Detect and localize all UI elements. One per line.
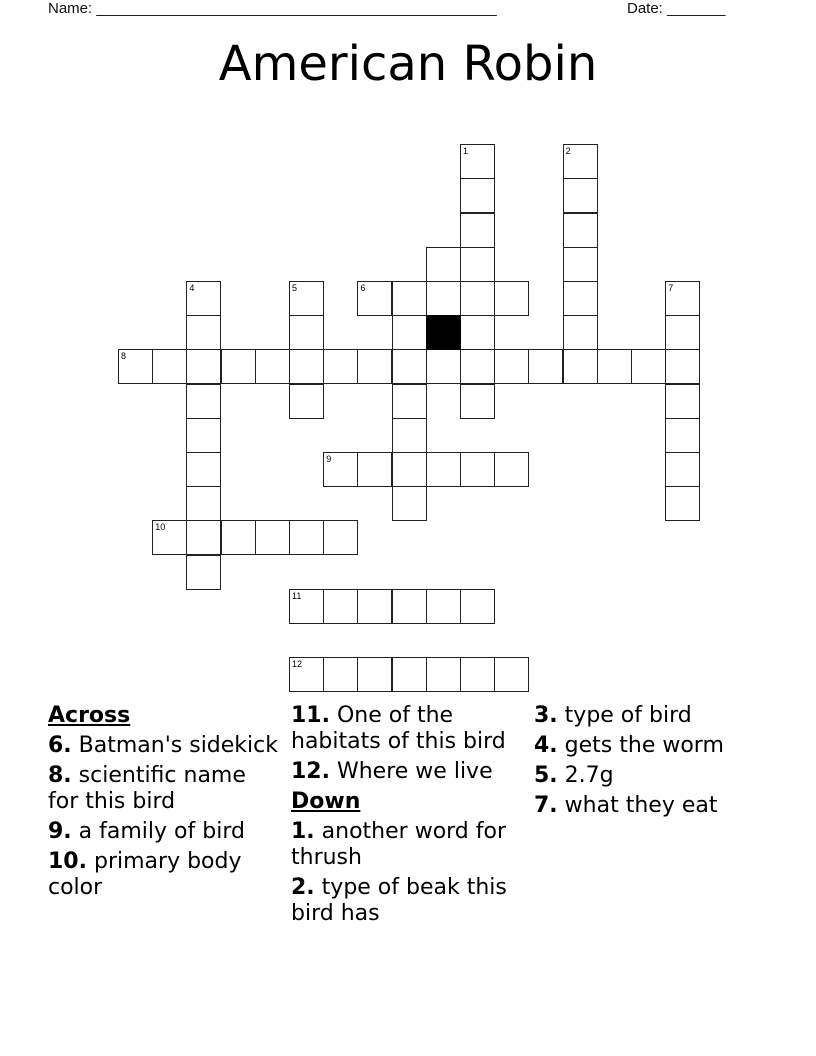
grid-cell[interactable] — [665, 452, 700, 487]
grid-cell[interactable] — [221, 349, 256, 384]
grid-cell[interactable] — [186, 486, 221, 521]
grid-cell[interactable] — [597, 349, 632, 384]
clue-down-3: 3. type of bird — [534, 703, 692, 728]
name-field-label: Name: ________________________________________________ — [48, 0, 497, 17]
grid-cell[interactable] — [289, 589, 324, 624]
grid-cell[interactable] — [426, 589, 461, 624]
clue-across-11: 11. One of the habitats of this bird — [291, 703, 506, 754]
grid-cell[interactable] — [460, 589, 495, 624]
grid-cell[interactable] — [323, 349, 358, 384]
grid-cell[interactable] — [426, 281, 461, 316]
clues-column-3 — [534, 703, 774, 823]
clue-number: 9 — [326, 454, 332, 464]
grid-cell[interactable] — [460, 315, 495, 350]
grid-cell[interactable] — [392, 657, 427, 692]
clue-down-7: 7. what they eat — [534, 793, 718, 818]
grid-cell[interactable] — [323, 589, 358, 624]
clue-down-2: 2. type of beak this bird has — [291, 875, 507, 926]
grid-cell[interactable] — [494, 452, 529, 487]
clue-across-12: 12. Where we live — [291, 759, 493, 784]
grid-cell[interactable] — [221, 520, 256, 555]
grid-cell[interactable] — [392, 486, 427, 521]
grid-cell[interactable] — [563, 247, 598, 282]
puzzle-title: American Robin — [218, 36, 598, 92]
grid-cell[interactable] — [186, 281, 221, 316]
grid-cell[interactable] — [392, 315, 427, 350]
grid-cell[interactable] — [323, 452, 358, 487]
clue-number: 10 — [155, 522, 166, 533]
grid-cell[interactable] — [357, 281, 392, 316]
clue-number: 1 — [463, 146, 469, 157]
grid-cell[interactable] — [289, 520, 324, 555]
clue-number: 12 — [292, 659, 303, 670]
clue-number: 4 — [189, 283, 195, 293]
grid-cell[interactable] — [665, 486, 700, 521]
grid-cell[interactable] — [186, 349, 221, 384]
clue-across-8: 8. scientific name for this bird — [48, 763, 246, 814]
date-field-label: Date: _______ — [627, 0, 726, 17]
across-heading: Across — [48, 703, 131, 728]
grid-cell[interactable] — [426, 247, 461, 282]
grid-cell[interactable] — [563, 144, 598, 179]
grid-cell[interactable] — [186, 520, 221, 555]
grid-cell[interactable] — [563, 315, 598, 350]
grid-cell[interactable] — [357, 589, 392, 624]
grid-cell[interactable] — [426, 657, 461, 692]
grid-cell[interactable] — [494, 657, 529, 692]
clue-number: 11 — [292, 590, 302, 601]
grid-cell[interactable] — [186, 418, 221, 453]
grid-cell[interactable] — [460, 657, 495, 692]
down-heading: Down — [291, 789, 361, 814]
grid-cell[interactable] — [494, 281, 529, 316]
grid-cell[interactable] — [563, 281, 598, 316]
grid-cell[interactable] — [357, 657, 392, 692]
clue-number: 7 — [668, 283, 674, 293]
grid-cell[interactable] — [357, 452, 392, 487]
grid-cell[interactable] — [392, 349, 427, 384]
grid-cell[interactable] — [426, 452, 461, 487]
grid-cell[interactable] — [426, 349, 461, 384]
grid-cell[interactable] — [186, 555, 221, 590]
grid-cell[interactable] — [392, 384, 427, 419]
grid-cell[interactable] — [460, 213, 495, 248]
clue-across-10: 10. primary body color — [48, 849, 242, 900]
grid-cell[interactable] — [152, 520, 187, 555]
grid-cell[interactable] — [460, 384, 495, 419]
clues-column-1 — [48, 703, 280, 905]
clue-down-4: 4. gets the worm — [534, 733, 724, 758]
clue-number: 8 — [121, 351, 127, 362]
grid-cell[interactable] — [665, 418, 700, 453]
grid-cell[interactable] — [563, 213, 598, 248]
grid-cell[interactable] — [528, 349, 563, 384]
clue-down-1: 1. another word for thrush — [291, 819, 507, 870]
clues-column-2 — [291, 703, 526, 931]
grid-cell[interactable] — [289, 384, 324, 419]
grid-cell[interactable] — [392, 589, 427, 624]
grid-cell[interactable] — [460, 281, 495, 316]
grid-cell[interactable] — [255, 349, 290, 384]
grid-cell[interactable] — [563, 178, 598, 213]
grid-cell[interactable] — [460, 178, 495, 213]
grid-cell[interactable] — [289, 657, 324, 692]
grid-cell[interactable] — [289, 349, 324, 384]
clue-down-5: 5. 2.7g — [534, 763, 614, 788]
grid-cell[interactable] — [289, 315, 324, 350]
black-cell — [426, 315, 461, 350]
grid-cell[interactable] — [494, 349, 529, 384]
grid-cell[interactable] — [323, 657, 358, 692]
grid-cell[interactable] — [323, 520, 358, 555]
clue-number: 5 — [292, 283, 298, 293]
grid-cell[interactable] — [460, 247, 495, 282]
grid-cell[interactable] — [118, 349, 153, 384]
grid-cell[interactable] — [186, 315, 221, 350]
clue-number: 6 — [360, 283, 366, 293]
clue-across-6: 6. Batman's sidekick — [48, 733, 278, 758]
grid-cell[interactable] — [460, 349, 495, 384]
grid-cell[interactable] — [631, 349, 666, 384]
grid-cell[interactable] — [357, 349, 392, 384]
grid-cell[interactable] — [665, 281, 700, 316]
grid-cell[interactable] — [255, 520, 290, 555]
grid-cell[interactable] — [392, 281, 427, 316]
grid-cell[interactable] — [460, 144, 495, 179]
grid-cell[interactable] — [152, 349, 187, 384]
grid-cell[interactable] — [563, 349, 598, 384]
grid-cell[interactable] — [392, 418, 427, 453]
clue-across-9: 9. a family of bird — [48, 819, 245, 844]
grid-cell[interactable] — [289, 281, 324, 316]
grid-cell[interactable] — [186, 452, 221, 487]
clue-number: 2 — [565, 146, 571, 157]
grid-cell[interactable] — [392, 452, 427, 487]
grid-cell[interactable] — [665, 384, 700, 419]
grid-cell[interactable] — [665, 315, 700, 350]
grid-cell[interactable] — [665, 349, 700, 384]
grid-cell[interactable] — [460, 452, 495, 487]
grid-cell[interactable] — [186, 384, 221, 419]
